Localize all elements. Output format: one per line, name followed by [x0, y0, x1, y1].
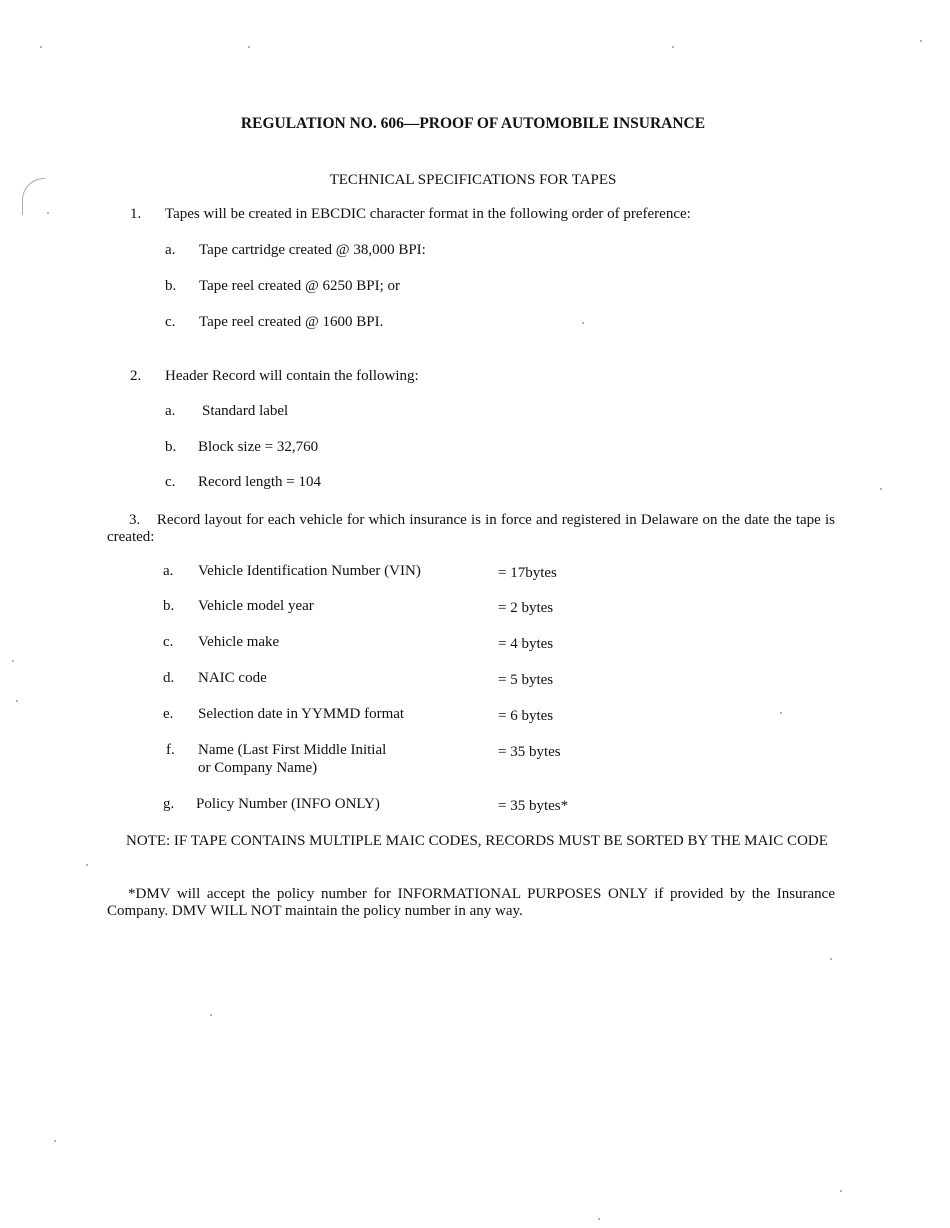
record-item-f-field-line2: or Company Name): [198, 760, 318, 776]
record-item-g-letter: g.: [163, 796, 175, 812]
record-item-d-field: NAIC code: [198, 670, 267, 686]
note-paragraph: NOTE: IF TAPE CONTAINS MULTIPLE MAIC CODES, RECORDS MUST BE SORTED BY THE MAIC CODE: [126, 833, 828, 849]
record-item-a-size: = 17bytes: [498, 565, 557, 581]
record-item-b-size: = 2 bytes: [498, 600, 554, 616]
section-1-item-b-letter: b.: [165, 278, 177, 294]
record-item-g-field: Policy Number (INFO ONLY): [196, 796, 380, 812]
section-1-item-c-text: Tape reel created @ 1600 BPI.: [199, 314, 384, 330]
record-item-c-letter: c.: [163, 634, 174, 650]
section-3-number: 3.: [129, 512, 141, 528]
record-item-e-field: Selection date in YYMMD format: [198, 706, 405, 722]
section-1-number: 1.: [130, 206, 142, 222]
record-item-f-letter: f.: [166, 742, 175, 758]
record-item-b-letter: b.: [163, 598, 175, 614]
document-title: REGULATION NO. 606—PROOF OF AUTOMOBILE INSURANCE: [240, 115, 706, 132]
section-1-item-c-letter: c.: [165, 314, 176, 330]
footnote-paragraph: *DMV will accept the policy number for INFORMATIONAL PURPOSES ONLY if provided by the Insurance Company. DMV WILL NOT maintain the policy number in any way.: [107, 886, 835, 919]
section-1-item-a-text: Tape cartridge created @ 38,000 BPI:: [199, 242, 426, 258]
scan-speckle: [880, 488, 882, 490]
scan-speckle: [210, 1014, 212, 1016]
section-2-item-c-letter: c.: [165, 474, 176, 490]
scan-speckle: [672, 46, 674, 48]
section-2-item-b-text: Block size = 32,760: [198, 439, 319, 455]
scan-speckle: [840, 1190, 842, 1192]
scan-speckle: [16, 700, 18, 702]
scan-speckle: [54, 1140, 56, 1142]
scan-speckle: [40, 46, 42, 48]
section-2-text: Header Record will contain the following:: [165, 368, 419, 384]
scan-speckle: [598, 1218, 600, 1220]
scan-speckle: [47, 212, 49, 214]
record-item-g-size: = 35 bytes*: [498, 798, 569, 814]
document-subtitle: TECHNICAL SPECIFICATIONS FOR TAPES: [329, 172, 617, 188]
scan-speckle: [582, 322, 584, 324]
record-item-a-field: Vehicle Identification Number (VIN): [198, 563, 421, 579]
record-item-e-letter: e.: [163, 706, 174, 722]
section-2-item-b-letter: b.: [165, 439, 177, 455]
section-2-item-c-text: Record length = 104: [198, 474, 322, 490]
section-3-text: Record layout for each vehicle for which insurance is in force and registered in Delaware on the date the tape is created:: [107, 512, 835, 545]
section-2-item-a-text: Standard label: [202, 403, 289, 419]
section-1-text: Tapes will be created in EBCDIC character format in the following order of preference:: [165, 206, 691, 222]
section-1-item-b-text: Tape reel created @ 6250 BPI; or: [199, 278, 401, 294]
scan-speckle: [780, 712, 782, 714]
section-1-item-a-letter: a.: [165, 242, 176, 258]
record-item-e-size: = 6 bytes: [498, 708, 554, 724]
scan-speckle: [248, 46, 250, 48]
record-item-d-size: = 5 bytes: [498, 672, 554, 688]
record-item-f-field: Name (Last First Middle Initial: [198, 742, 387, 758]
section-3-paragraph: [107, 512, 835, 546]
record-item-b-field: Vehicle model year: [198, 598, 314, 614]
scan-speckle: [86, 864, 88, 866]
record-item-c-size: = 4 bytes: [498, 636, 554, 652]
record-item-a-letter: a.: [163, 563, 174, 579]
scan-speckle: [830, 958, 832, 960]
record-item-f-size: = 35 bytes: [498, 744, 561, 760]
record-item-c-field: Vehicle make: [198, 634, 280, 650]
scan-speckle: [12, 660, 14, 662]
section-2-item-a-letter: a.: [165, 403, 176, 419]
scan-speckle: [920, 40, 922, 42]
record-item-d-letter: d.: [163, 670, 175, 686]
section-2-number: 2.: [130, 368, 142, 384]
